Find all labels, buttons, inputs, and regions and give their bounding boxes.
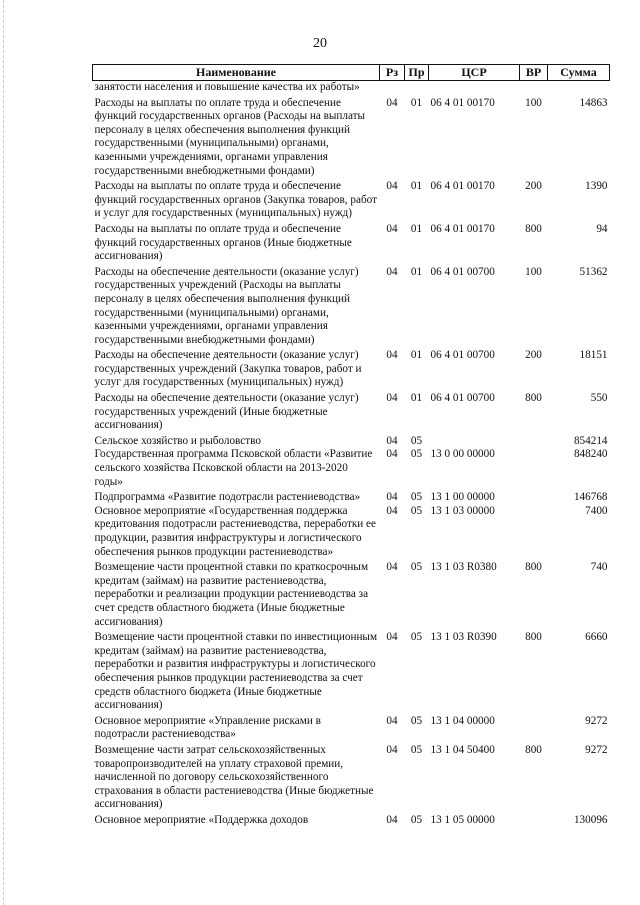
row-sum: 130096 <box>573 813 608 826</box>
table-row <box>93 814 610 830</box>
table-row <box>93 266 610 350</box>
row-sum: 18151 <box>579 349 608 362</box>
header-vr: ВР <box>520 65 548 81</box>
row-vr <box>520 715 548 744</box>
row-pr: 01 <box>410 222 423 235</box>
row-name: Сельское хозяйство и рыболовство <box>94 434 261 447</box>
row-name: Возмещение части процентной ставки по краткосрочным кредитам (займам) на развитие растениеводства, переработки и реализации продукции растениеводства за счет средств областного бюджета (Иные бюджетные ассигнования) <box>94 561 369 628</box>
row-sum: 1390 <box>585 180 608 193</box>
row-pr: 05 <box>410 631 423 644</box>
table-row <box>93 715 610 744</box>
header-name: Наименование <box>93 65 380 81</box>
row-name: занятости населения и повышение качества их работы» <box>94 81 360 93</box>
row-vr <box>520 435 548 449</box>
row-csr <box>429 435 520 449</box>
row-csr <box>429 81 520 97</box>
row-pr: 01 <box>410 265 423 278</box>
row-vr <box>520 491 548 505</box>
row-vr: 800 <box>525 743 542 756</box>
row-sum: 51362 <box>579 265 608 278</box>
row-name: Расходы на выплаты по оплате труда и обеспечение функций государственных органов (Закупка товаров, работ и услуг для государственных (муниципальных) нужд) <box>94 180 377 220</box>
header-csr: ЦСР <box>429 65 520 81</box>
row-rz: 04 <box>386 504 398 517</box>
scan-edge-line <box>3 0 4 905</box>
row-rz: 04 <box>386 265 398 278</box>
row-name: Подпрограмма «Развитие подотрасли растениеводства» <box>94 491 361 504</box>
row-csr: 13 1 00 00000 <box>430 491 495 504</box>
row-pr: 01 <box>410 96 423 109</box>
row-sum: 146768 <box>573 491 608 504</box>
row-rz: 04 <box>386 96 398 109</box>
row-sum: 94 <box>596 222 608 235</box>
row-pr <box>405 81 429 97</box>
row-pr: 05 <box>410 743 423 756</box>
row-sum: 6660 <box>585 631 608 644</box>
table-row <box>93 491 610 505</box>
row-vr: 800 <box>525 392 542 405</box>
row-vr <box>520 814 548 830</box>
row-vr <box>520 81 548 97</box>
row-rz: 04 <box>386 180 398 193</box>
row-pr: 01 <box>410 180 423 193</box>
table-row <box>93 631 610 715</box>
table-row <box>93 349 610 392</box>
row-pr: 01 <box>410 349 423 362</box>
row-vr <box>520 448 548 491</box>
table-row <box>93 744 610 814</box>
row-name: Основное мероприятие «Государственная поддержка кредитования подотрасли растениеводства, переработки ее продукции, развития инфраструктуры и логистического обеспечения рынков продукции растениеводства» <box>94 504 376 558</box>
row-sum: 848240 <box>573 448 608 461</box>
row-csr: 06 4 01 00170 <box>430 96 495 109</box>
header-pr: Пр <box>405 65 429 81</box>
row-name: Возмещение части затрат сельскохозяйственных товаропроизводителей на уплату страховой премии, начисленной по договору сельскохозяйственного страхования в области растениеводства (Иные бюджетные ассигнования) <box>94 743 374 811</box>
row-sum: 740 <box>590 561 608 574</box>
row-vr: 800 <box>525 631 542 644</box>
table-row <box>93 97 610 181</box>
row-csr: 13 1 03 R0380 <box>430 561 497 574</box>
row-name: Расходы на выплаты по оплате труда и обеспечение функций государственных органов (Расходы на выплаты персоналу в целях обеспечения выполнения функций государственными (муниципальными) органами, казенными учреждениями, органами управления государственными внебюджетными фондами) <box>94 96 366 177</box>
row-name: Расходы на обеспечение деятельности (оказание услуг) государственных учреждений (Расходы на выплаты персоналу в целях обеспечения выполнения функций государственными (муниципальными) органами, казенными учреждениями, органами управления государственными внебюджетными фондами) <box>94 265 359 346</box>
row-csr: 13 1 05 00000 <box>430 813 495 826</box>
row-pr: 05 <box>410 448 423 461</box>
row-rz: 04 <box>386 491 398 504</box>
row-name: Государственная программа Псковской области «Развитие сельского хозяйства Псковской области на 2013-2020 годы» <box>94 448 373 488</box>
row-name: Возмещение части процентной ставки по инвестиционным кредитам (займам) на развитие растениеводства, переработки и развития инфраструктуры и логистического обеспечения рынков продукции растениеводства за счет средств областного бюджета (Иные бюджетные ассигнования) <box>94 631 378 712</box>
table-row <box>93 448 610 491</box>
row-pr: 05 <box>410 714 423 727</box>
row-csr: 06 4 01 00700 <box>430 392 495 405</box>
row-name: Основное мероприятие «Управление рисками в подотрасли растениеводства» <box>94 714 321 741</box>
row-vr: 200 <box>525 180 542 193</box>
row-name: Расходы на обеспечение деятельности (оказание услуг) государственных учреждений (Иные бюджетные ассигнования) <box>94 392 359 432</box>
row-rz <box>380 81 405 97</box>
row-sum <box>548 81 610 97</box>
row-sum: 9272 <box>585 714 608 727</box>
table-row <box>93 505 610 561</box>
row-rz: 04 <box>386 813 398 826</box>
row-sum: 14863 <box>579 96 608 109</box>
row-pr: 01 <box>410 392 423 405</box>
row-pr: 05 <box>410 504 423 517</box>
header-sum: Сумма <box>548 65 610 81</box>
row-rz: 04 <box>386 448 398 461</box>
row-rz: 04 <box>386 349 398 362</box>
row-sum: 550 <box>590 392 608 405</box>
row-pr: 05 <box>410 434 423 447</box>
row-rz: 04 <box>386 714 398 727</box>
row-pr: 05 <box>410 561 423 574</box>
row-vr: 800 <box>525 561 542 574</box>
row-csr: 13 1 03 R0390 <box>430 631 497 644</box>
row-rz: 04 <box>386 222 398 235</box>
table-row <box>93 81 610 97</box>
row-rz: 04 <box>386 743 398 756</box>
row-rz: 04 <box>386 631 398 644</box>
row-rz: 04 <box>386 392 398 405</box>
row-csr: 13 1 03 00000 <box>430 504 495 517</box>
table-row <box>93 223 610 266</box>
table-row <box>93 561 610 631</box>
row-csr: 06 4 01 00700 <box>430 265 495 278</box>
table-row <box>93 392 610 435</box>
row-csr: 06 4 01 00170 <box>430 222 495 235</box>
row-vr: 800 <box>525 222 542 235</box>
row-csr: 06 4 01 00700 <box>430 349 495 362</box>
row-sum: 9272 <box>585 743 608 756</box>
row-csr: 13 1 04 00000 <box>430 714 495 727</box>
row-rz: 04 <box>386 561 398 574</box>
row-vr: 200 <box>525 349 542 362</box>
budget-table <box>92 64 610 829</box>
row-pr: 05 <box>410 813 423 826</box>
row-pr: 05 <box>410 491 423 504</box>
table-row <box>93 180 610 223</box>
row-csr: 06 4 01 00170 <box>430 180 495 193</box>
row-vr: 100 <box>525 96 542 109</box>
table-row <box>93 435 610 449</box>
row-rz: 04 <box>386 434 398 447</box>
header-rz: Рз <box>380 65 405 81</box>
page-number: 20 <box>313 36 327 51</box>
row-vr <box>520 505 548 561</box>
row-csr: 13 1 04 50400 <box>430 743 495 756</box>
row-sum: 854214 <box>573 434 608 447</box>
row-vr: 100 <box>525 265 542 278</box>
row-name: Расходы на выплаты по оплате труда и обеспечение функций государственных органов (Иные бюджетные ассигнования) <box>94 222 352 263</box>
row-name: Расходы на обеспечение деятельности (оказание услуг) государственных учреждений (Закупка товаров, работ и услуг для государственных (муниципальных) нужд) <box>94 349 362 389</box>
row-csr: 13 0 00 00000 <box>430 448 495 461</box>
header-row <box>93 65 610 81</box>
row-name: Основное мероприятие «Поддержка доходов <box>94 813 309 826</box>
row-sum: 7400 <box>585 504 608 517</box>
